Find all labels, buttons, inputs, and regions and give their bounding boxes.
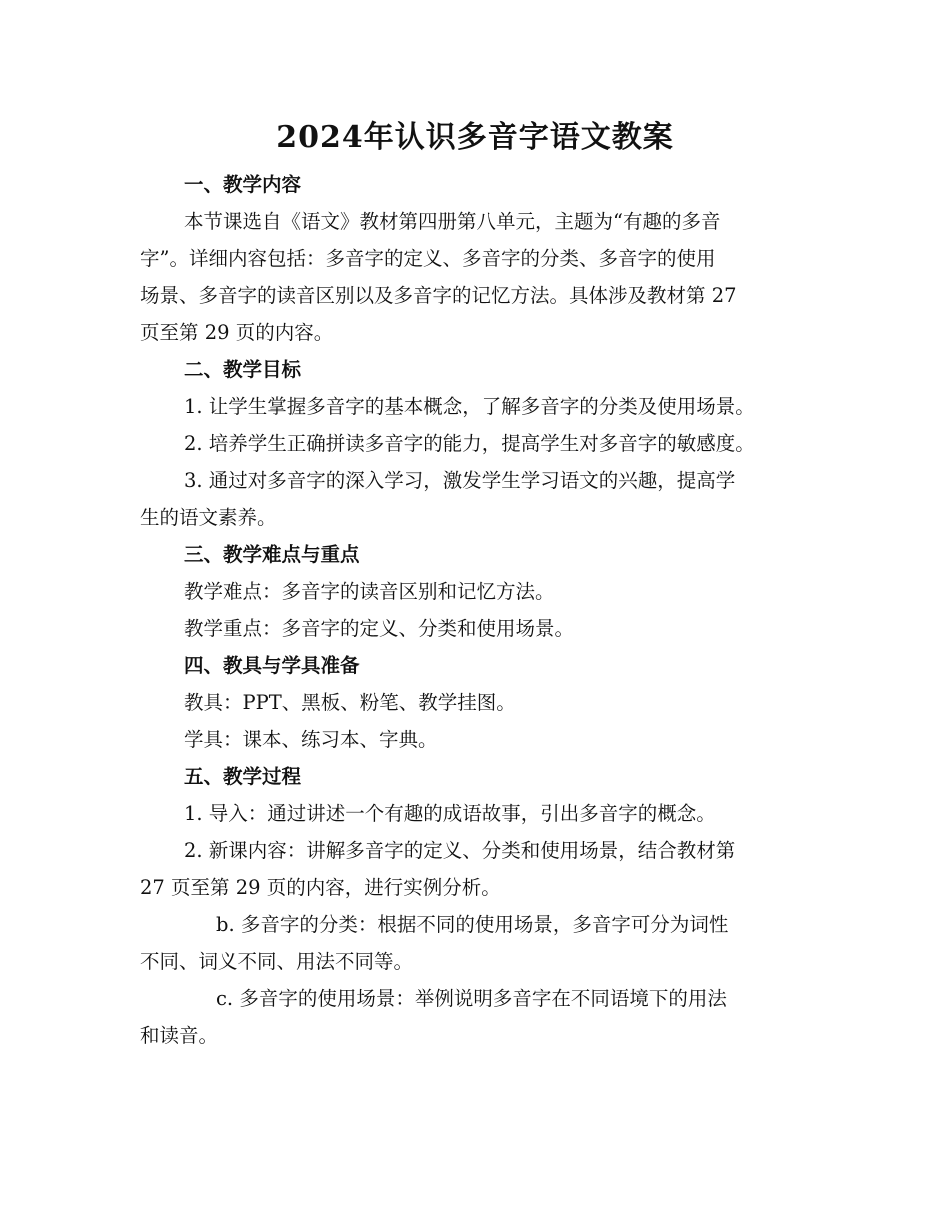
paragraph-line: 场景、多音字的读音区别以及多音字的记忆方法。具体涉及教材第 27	[140, 284, 737, 307]
paragraph-line: 教学难点：多音字的读音区别和记忆方法。	[184, 580, 555, 603]
document-title: 2024年认识多音字语文教案	[276, 120, 674, 155]
paragraph-line: 生的语文素养。	[140, 506, 277, 529]
list-item: 1. 导入：通过讲述一个有趣的成语故事，引出多音字的概念。	[184, 802, 716, 825]
paragraph-line: 字”。详细内容包括：多音字的定义、多音字的分类、多音字的使用	[140, 247, 716, 270]
list-item: 2. 新课内容：讲解多音字的定义、分类和使用场景，结合教材第	[184, 839, 736, 862]
paragraph-line: 27 页至第 29 页的内容，进行实例分析。	[140, 876, 501, 899]
list-item: 2. 培养学生正确拼读多音字的能力，提高学生对多音字的敏感度。	[184, 432, 755, 455]
section-heading-process: 五、教学过程	[184, 765, 302, 788]
paragraph-line: 教具：PPT、黑板、粉笔、教学挂图。	[184, 691, 516, 714]
list-item: 3. 通过对多音字的深入学习，激发学生学习语文的兴趣，提高学	[184, 469, 736, 492]
list-item: 1. 让学生掌握多音字的基本概念，了解多音字的分类及使用场景。	[184, 395, 755, 418]
section-heading-objectives: 二、教学目标	[184, 358, 302, 381]
paragraph-line: 本节课选自《语文》教材第四册第八单元，主题为“有趣的多音	[184, 210, 721, 233]
paragraph-line: 页至第 29 页的内容。	[140, 321, 334, 344]
paragraph-line: 不同、词义不同、用法不同等。	[140, 950, 414, 973]
section-heading-materials: 四、教具与学具准备	[184, 654, 360, 677]
sub-list-item: b. 多音字的分类：根据不同的使用场景，多音字可分为词性	[216, 913, 729, 936]
sub-list-item: c. 多音字的使用场景：举例说明多音字在不同语境下的用法	[216, 987, 727, 1010]
paragraph-line: 学具：课本、练习本、字典。	[184, 728, 438, 751]
section-heading-content: 一、教学内容	[184, 173, 302, 196]
section-heading-difficulties: 三、教学难点与重点	[184, 543, 360, 566]
paragraph-line: 教学重点：多音字的定义、分类和使用场景。	[184, 617, 575, 640]
paragraph-line: 和读音。	[140, 1024, 219, 1047]
